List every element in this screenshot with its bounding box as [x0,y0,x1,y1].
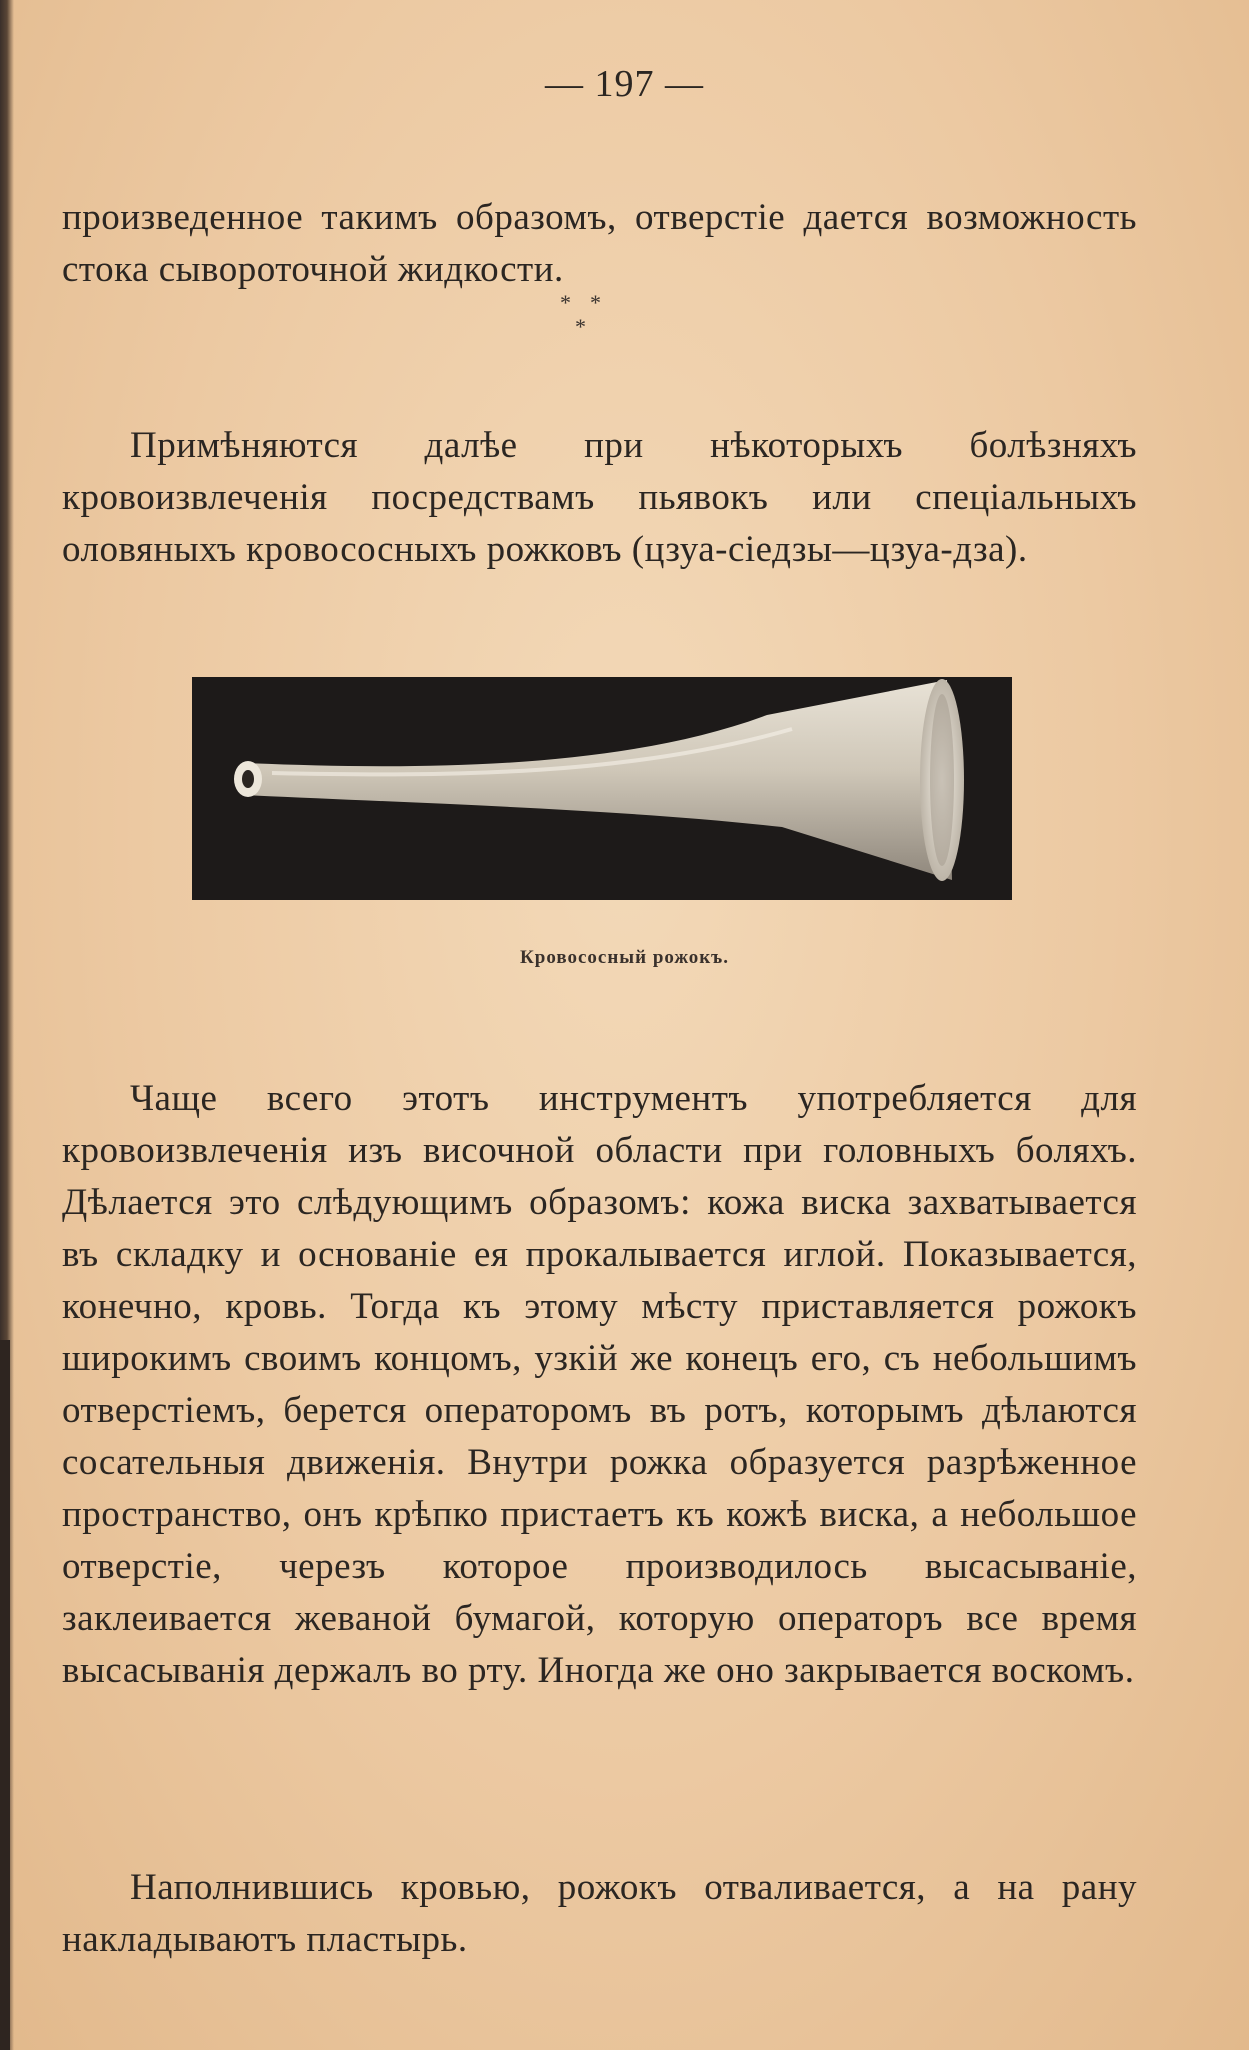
cupping-horn-image [192,677,1012,900]
figure-photograph [192,677,1012,900]
paragraph-bloodletting: Примѣняются далѣе при нѣкоторыхъ болѣзняхъ кровоизвлеченія посредствамъ пьявокъ или спеціальныхъ оловяныхъ кровососныхъ рожковъ (цзуа-сіедзы—цзуа-дза). [62,425,1137,570]
asterisk-left: * [560,290,571,315]
asterisk-bottom: * [575,314,586,339]
asterisk-right: * [590,290,601,315]
figure-caption: Кровососный рожокъ. [519,947,730,968]
paragraph-continuation: произведенное такимъ образомъ, отверстіе дается возможность стока сывороточной жидкости. [62,197,1137,290]
page-number: — 197 — [545,63,704,105]
paragraph-conclusion: Наполнившись кровью, рожокъ отваливается, а на рану накладываютъ пластырь. [62,1867,1137,1960]
book-spine-shadow [0,1340,10,2050]
paragraph-procedure: Чаще всего этотъ инструментъ употребляется для кровоизвлеченія изъ височной области при головныхъ боляхъ. Дѣлается это слѣдующимъ образомъ: кожа виска захватывается въ складку и основаніе ея прокалывается иглой. Показывается, конечно, кровь. Тогда къ этому мѣсту приставляется рожокъ широкимъ своимъ концомъ, узкій же конецъ его, съ небольшимъ отверстіемъ, берется операторомъ въ ротъ, которымъ дѣлаются сосательныя движенія. Внутри рожка образуется разрѣженное пространство, онъ крѣпко пристаетъ къ кожѣ виска, а небольшое отверстіе, черезъ которое производилось высасываніе, заклеивается жеваной бумагой, которую операторъ все время высасыванія держалъ во рту. Иногда же оно закрывается воскомъ. [62,1078,1137,1691]
section-separator-asterisks [0,292,1249,344]
